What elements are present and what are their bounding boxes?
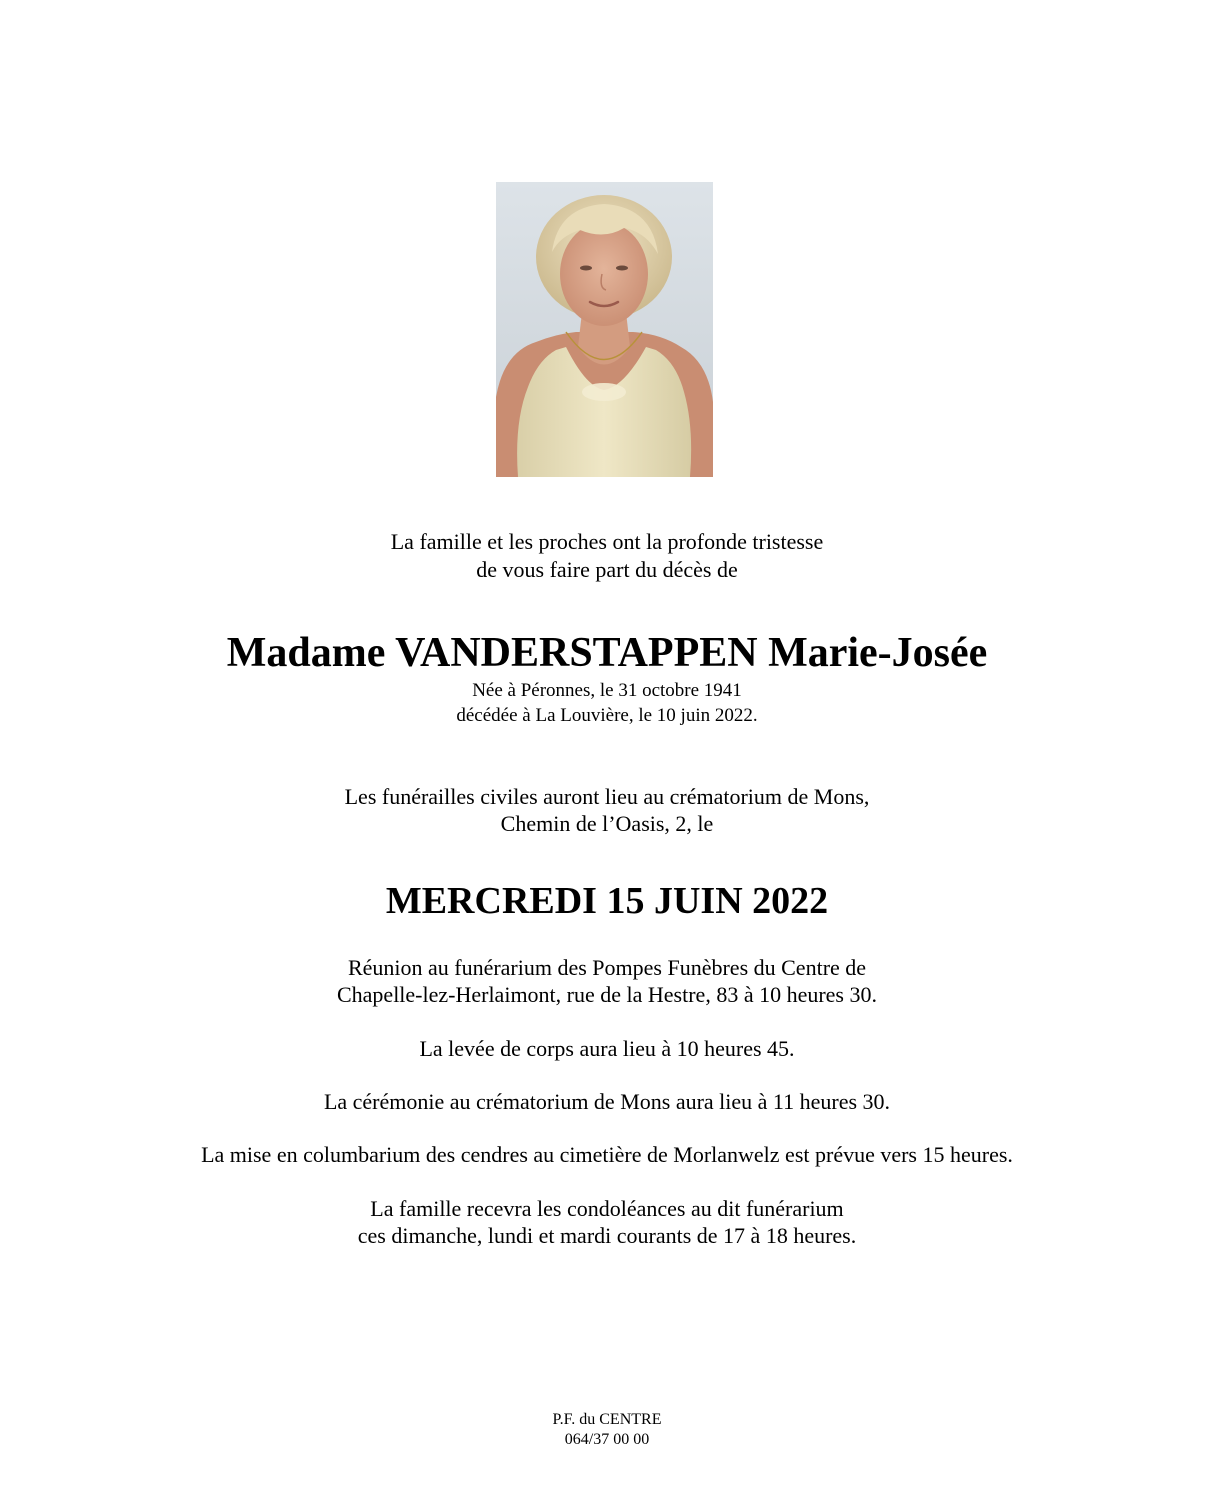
funeral-date: MERCREDI 15 JUIN 2022 — [385, 880, 829, 922]
birth-info: Née à Péronnes, le 31 octobre 1941 — [472, 680, 742, 701]
footer-company: P.F. du CENTRE — [552, 1411, 662, 1428]
meeting-line-2: Chapelle-lez-Herlaimont, rue de la Hestre, 83 à 10 heures 30. — [336, 982, 877, 1007]
footer-phone: 064/37 00 00 — [564, 1431, 650, 1448]
portrait-photo — [496, 182, 713, 477]
death-info: décédée à La Louvière, le 10 juin 2022. — [456, 705, 758, 726]
condolences-line-2: ces dimanche, lundi et mardi courants de 17 à 18 heures. — [357, 1223, 857, 1248]
portrait-illustration — [496, 182, 713, 477]
levee-info: La levée de corps aura lieu à 10 heures 45. — [419, 1036, 795, 1061]
intro-line-2: de vous faire part du décès de — [476, 557, 738, 582]
funeral-line-2: Chemin de l’Oasis, 2, le — [500, 811, 714, 836]
deceased-name: Madame VANDERSTAPPEN Marie-Josée — [226, 630, 988, 676]
meeting-line-1: Réunion au funérarium des Pompes Funèbres du Centre de — [347, 955, 867, 980]
ceremony-info: La cérémonie au crématorium de Mons aura lieu à 11 heures 30. — [323, 1089, 891, 1114]
intro-line-1: La famille et les proches ont la profonde tristesse — [390, 529, 824, 554]
columbarium-info: La mise en columbarium des cendres au cimetière de Morlanwelz est prévue vers 15 heures. — [201, 1142, 1013, 1167]
condolences-line-1: La famille recevra les condoléances au dit funérarium — [370, 1196, 844, 1221]
funeral-line-1: Les funérailles civiles auront lieu au crématorium de Mons, — [344, 784, 870, 809]
